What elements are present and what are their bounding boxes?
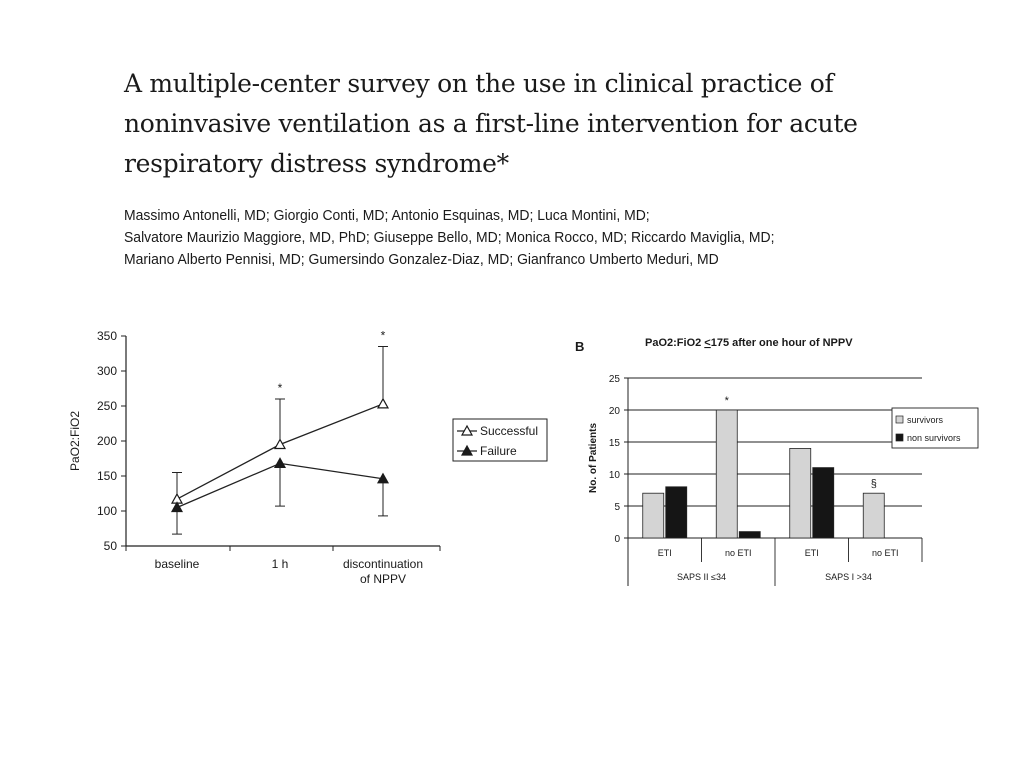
author-line: Massimo Antonelli, MD; Giorgio Conti, MD; Antonio Esquinas, MD; Luca Montini, MD; [124, 207, 650, 224]
data-point-successful [378, 399, 388, 408]
y-tick-label: 25 [608, 374, 620, 385]
legend-label: non survivors [907, 433, 961, 443]
significance-marker: * [277, 381, 283, 395]
legend-swatch [896, 416, 903, 423]
y-tick-label: 100 [96, 504, 117, 518]
panel-label: B [575, 339, 585, 354]
legend-label: Failure [480, 444, 517, 458]
x-tick-label: ETI [657, 548, 672, 558]
x-tick-label: of NPPV [359, 572, 407, 586]
paper-title [124, 64, 884, 184]
x-tick-label: no ETI [871, 548, 899, 558]
title-line: A multiple-center survey on the use in clinical practice of [124, 69, 834, 98]
chart-title: PaO2:FiO2 <175 after one hour of NPPV [645, 337, 853, 349]
bar-survivors [643, 493, 664, 538]
author-list [124, 205, 887, 271]
data-point-successful [275, 440, 285, 449]
y-tick-label: 0 [614, 534, 620, 545]
y-tick-label: 250 [96, 399, 117, 413]
x-tick-label: ETI [804, 548, 819, 558]
y-axis-label: No. of Patients [588, 422, 599, 494]
y-tick-label: 15 [608, 438, 620, 449]
group-label: SAPS II ≤34 [677, 572, 726, 582]
legend-label: Successful [480, 424, 539, 438]
x-tick-label: baseline [154, 557, 200, 571]
bar-chart [565, 328, 985, 598]
significance-marker: * [380, 328, 386, 343]
significance-marker: § [870, 478, 877, 491]
significance-marker: * [724, 395, 729, 407]
x-tick-label: no ETI [724, 548, 752, 558]
y-tick-label: 150 [96, 469, 117, 483]
y-tick-label: 10 [608, 470, 620, 481]
data-point-failure [275, 458, 285, 467]
line-chart [60, 318, 560, 608]
author-line: Salvatore Maurizio Maggiore, MD, PhD; Giuseppe Bello, MD; Monica Rocco, MD; Riccardo Maviglia, MD; [124, 229, 775, 246]
author-line: Mariano Alberto Pennisi, MD; Gumersindo Gonzalez-Diaz, MD; Gianfranco Umberto Meduri, MD [124, 251, 719, 268]
bar-non-survivors [666, 487, 687, 538]
data-point-failure [172, 503, 182, 512]
y-tick-label: 300 [96, 364, 117, 378]
title-line: respiratory distress syndrome* [124, 149, 509, 178]
y-tick-label: 5 [614, 502, 620, 513]
legend-swatch [896, 434, 903, 441]
bar-non-survivors [739, 532, 760, 538]
y-tick-label: 50 [103, 539, 117, 553]
title-line: noninvasive ventilation as a first-line intervention for acute [124, 109, 858, 138]
bar-non-survivors [813, 468, 834, 538]
legend-label: survivors [907, 415, 944, 425]
y-axis-label: PaO2:FiO2 [68, 410, 82, 472]
bar-survivors [863, 493, 884, 538]
group-label: SAPS I >34 [825, 572, 872, 582]
y-tick-label: 350 [96, 329, 117, 343]
x-tick-label: 1 h [271, 557, 289, 571]
bar-survivors [790, 448, 811, 538]
bar-survivors [716, 410, 737, 538]
y-tick-label: 20 [608, 406, 620, 417]
x-tick-label: discontinuation [342, 557, 424, 571]
y-tick-label: 200 [96, 434, 117, 448]
